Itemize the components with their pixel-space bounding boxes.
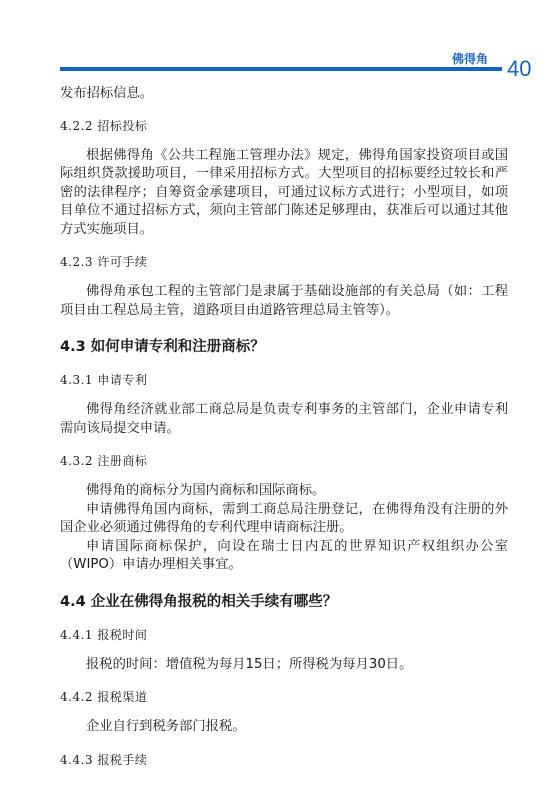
- paragraph-4-3-1: 佛得角经济就业部工商总局是负责专利事务的主管部门，企业申请专利需向该局提交申请。: [60, 402, 508, 436]
- continuation-paragraph: 发布招标信息。: [60, 86, 154, 101]
- paragraph-4-2-2: 根据佛得角《公共工程施工管理办法》规定，佛得角国家投资项目或国际组织贷款援助项目，一律采用招标方式。大型项目的招标要经过较长和严密的法律程序；自筹资金承建项目，可通过议标方式进行；小型项目，如项目单位不通过招标方式，须向主管部门陈述足够理由，获准后可以通过其他方式实施项目。: [60, 147, 508, 237]
- heading-4-4-1: 4.4.1 报税时间: [60, 627, 148, 642]
- paragraph-4-4-1: 报税的时间：增值税为每月15日；所得税为每月30日。: [86, 656, 413, 672]
- header-rule: [60, 67, 502, 71]
- heading-4-3-1: 4.3.1 申请专利: [60, 373, 148, 387]
- paragraph-4-3-2-c: 申请国际商标保护，向设在瑞士日内瓦的世界知识产权组织办公室（WIPO）申请办理相关事宜。: [60, 538, 508, 572]
- heading-4-4: 4.4 企业在佛得角报税的相关手续有哪些？: [60, 593, 338, 610]
- paragraph-4-3-2-b: 申请佛得角国内商标，需到工商总局注册登记，在佛得角没有注册的外国企业必须通过佛得角的专利代理申请商标注册。: [60, 501, 508, 535]
- page-content: [60, 85, 508, 781]
- page-number: 40: [507, 56, 532, 81]
- heading-4-4-2: 4.4.2 报税渠道: [60, 690, 148, 704]
- heading-4-2-2: 4.2.2 招标投标: [60, 118, 148, 133]
- chapter-label: 佛得角: [452, 52, 489, 66]
- heading-4-2-3: 4.2.3 许可手续: [60, 255, 148, 269]
- paragraph-4-3-2-a: 佛得角的商标分为国内商标和国际商标。: [86, 483, 326, 498]
- paragraph-4-2-3: 佛得角承包工程的主管部门是隶属于基础设施部的有关总局（如：工程项目由工程总局主管，道路项目由道路管理总局主管等）。: [60, 284, 508, 318]
- heading-4-4-3: 4.4.3 报税手续: [60, 752, 148, 767]
- heading-4-3-2: 4.3.2 注册商标: [60, 454, 148, 468]
- heading-4-3: 4.3 如何申请专利和注册商标？: [60, 339, 265, 355]
- paragraph-4-4-2: 企业自行到税务部门报税。: [86, 719, 246, 734]
